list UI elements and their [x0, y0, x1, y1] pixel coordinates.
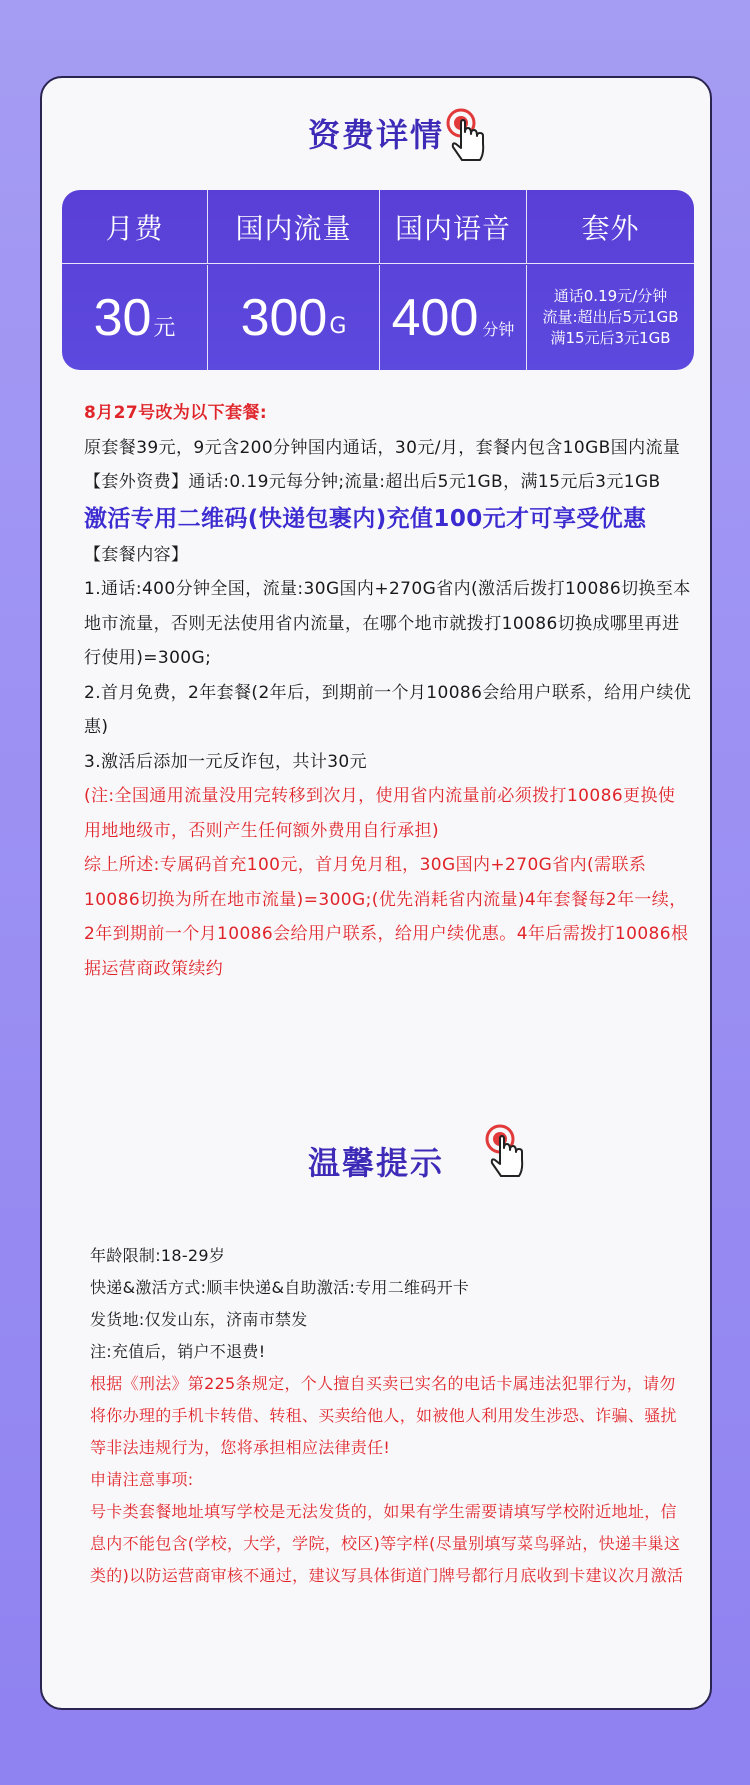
voice-unit: 分钟	[482, 320, 515, 339]
law-warning: 根据《刑法》第225条规定，个人擅自买卖已实名的电话卡属违法犯罪行为，请勿将你办理的手机卡转借、转租、买卖给他人，如被他人利用发生涉恐、诈骗、骚扰等非法违规行为，您将承担相应法律责任!	[90, 1374, 677, 1457]
activation-promo: 激活专用二维码(快递包裹内)充值100元才可享受优惠	[84, 505, 647, 532]
fee-table-values	[62, 265, 694, 370]
section-title-tips: 温馨提示	[307, 1144, 444, 1182]
extra-line: 通话0.19元/分钟	[553, 287, 668, 305]
no-refund-note: 注:充值后，销户不退费!	[90, 1342, 266, 1361]
monthly-fee-number: 30	[93, 288, 152, 347]
fee-table	[62, 190, 694, 370]
change-notice: 8月27号改为以下套餐:	[84, 403, 268, 423]
data-value	[208, 265, 380, 370]
click-hand-icon	[446, 108, 490, 166]
monthly-fee-unit: 元	[153, 316, 176, 341]
ship-from: 发货地:仅发山东，济南市禁发	[90, 1310, 308, 1329]
header-domestic-voice: 国内语音	[380, 190, 527, 263]
header-monthly-fee: 月费	[62, 190, 208, 263]
data-number: 300	[240, 288, 328, 347]
fee-table-header	[62, 190, 694, 264]
package-item-3: 3.激活后添加一元反诈包，共计30元	[84, 751, 368, 772]
monthly-fee-value	[62, 265, 208, 370]
apply-notes-text: 号卡类套餐地址填写学校是无法发货的，如果有学生需要请填写学校附近地址，信息内不能包含(学校，大学，学院，校区)等字样(尽量别填写菜鸟驿站，快递丰巢这类的)以防运营商审核不通过，建议写具体街道门牌号都行月底收到卡建议次月激活	[90, 1502, 684, 1585]
age-limit: 年龄限制:18-29岁	[90, 1246, 226, 1265]
tips-content	[90, 1240, 690, 1592]
header-domestic-data: 国内流量	[208, 190, 380, 263]
original-package: 原套餐39元，9元含200分钟国内通话，30元/月，套餐内包含10GB国内流量	[84, 437, 681, 458]
header-extra: 套外	[581, 211, 640, 245]
summary-text: 综上所述:专属码首充100元，首月免月租，30G国内+270G省内(需联系10086切换为所在地市流量)=300G;(优先消耗省内流量)4年套餐每2年一续，2年到期前一个月10086会给用户联系，给用户续优惠。4年后需拨打10086根据运营商政策续约	[84, 855, 689, 979]
data-unit: G	[329, 314, 347, 339]
click-hand-icon	[485, 1124, 529, 1182]
usage-note: (注:全国通用流量没用完转移到次月，使用省内流量前必须拨打10086更换使用地地级市，否则产生任何额外费用自行承担)	[84, 786, 676, 841]
voice-value	[380, 265, 527, 370]
voice-number: 400	[391, 288, 479, 347]
delivery-method: 快递&激活方式:顺丰快递&自助激活:专用二维码开卡	[90, 1278, 470, 1297]
package-content-title: 【套餐内容】	[84, 544, 189, 565]
extra-fee-text: 【套外资费】通话:0.19元每分钟;流量:超出后5元1GB，满15元后3元1GB	[84, 472, 661, 492]
section-title-fee-details: 资费详情	[307, 116, 444, 154]
package-item-1: 1.通话:400分钟全国，流量:30G国内+270G省内(激活后拨打10086切换至本地市流量，否则无法使用省内流量，在哪个地市就拨打10086切换成哪里再进行使用)=300G;	[84, 579, 691, 668]
content-card	[40, 76, 712, 1710]
package-item-2: 2.首月免费，2年套餐(2年后，到期前一个月10086会给用户联系，给用户续优惠)	[84, 682, 692, 737]
extra-line: 满15元后3元1GB	[550, 329, 671, 347]
extra-line: 流量:超出后5元1GB	[542, 308, 679, 326]
extra-fee-info	[527, 265, 694, 370]
apply-notes-title: 申请注意事项:	[90, 1470, 194, 1489]
package-details	[84, 396, 692, 986]
